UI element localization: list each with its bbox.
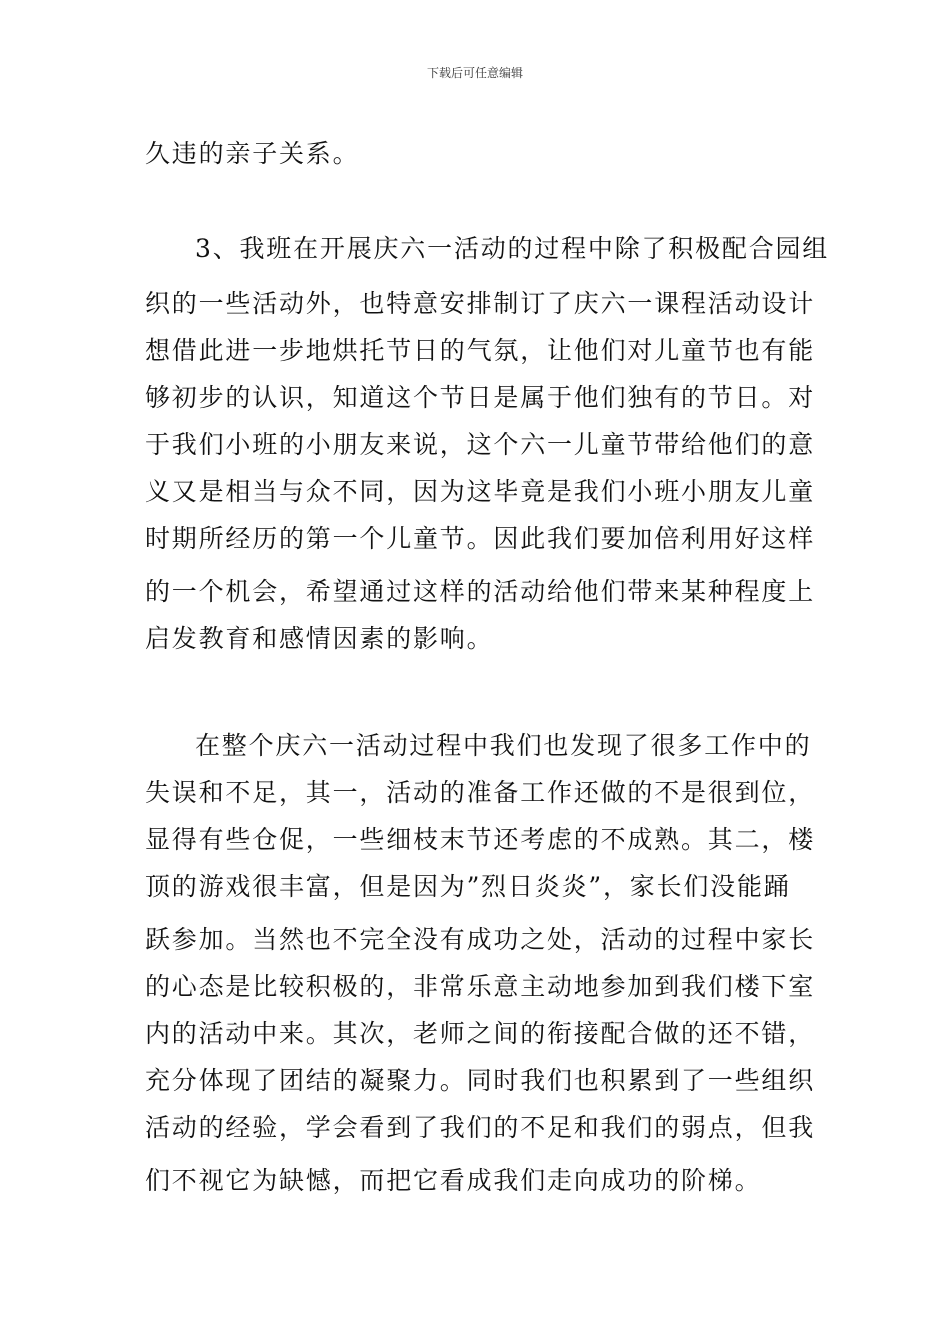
text-line: 内的活动中来。其次，老师之间的衔接配合做的还不错， [145,1019,816,1048]
text-line: 在整个庆六一活动过程中我们也发现了很多工作中的 [195,731,812,760]
text-line: 3、我班在开展庆六一活动的过程中除了积极配合园组 [195,234,830,263]
text-line: 们不视它为缺憾，而把它看成我们走向成功的阶梯。 [145,1166,762,1195]
text-line: 想借此进一步地烘托节日的气氛，让他们对儿童节也有能 [145,336,816,365]
text-line: 义又是相当与众不同，因为这毕竟是我们小班小朋友儿童 [145,477,816,506]
text-line: 顶的游戏很丰富，但是因为”烈日炎炎”，家长们没能踊 [145,872,791,901]
text-line: 跃参加。当然也不完全没有成功之处，活动的过程中家长 [145,925,816,954]
text-line: 充分体现了团结的凝聚力。同时我们也积累到了一些组织 [145,1066,816,1095]
text-line: 的一个机会，希望通过这样的活动给他们带来某种程度上 [145,577,816,606]
text-line: 久违的亲子关系。 [145,139,360,168]
page-header: 下载后可任意编辑 [426,66,523,80]
text-line: 够初步的认识，知道这个节日是属于他们独有的节日。对 [145,383,816,412]
text-line: 于我们小班的小朋友来说，这个六一儿童节带给他们的意 [145,430,816,459]
text-line: 时期所经历的第一个儿童节。因此我们要加倍利用好这样 [145,524,816,553]
text-line: 的心态是比较积极的，非常乐意主动地参加到我们楼下室 [145,972,816,1001]
text-line: 显得有些仓促，一些细枝末节还考虑的不成熟。其二，楼 [145,825,816,854]
text-line: 失误和不足，其一，活动的准备工作还做的不是很到位， [145,778,816,807]
text-line: 启发教育和感情因素的影响。 [145,624,494,653]
text-line: 织的一些活动外，也特意安排制订了庆六一课程活动设计 [145,289,816,318]
text-line: 活动的经验，学会看到了我们的不足和我们的弱点，但我 [145,1113,816,1142]
